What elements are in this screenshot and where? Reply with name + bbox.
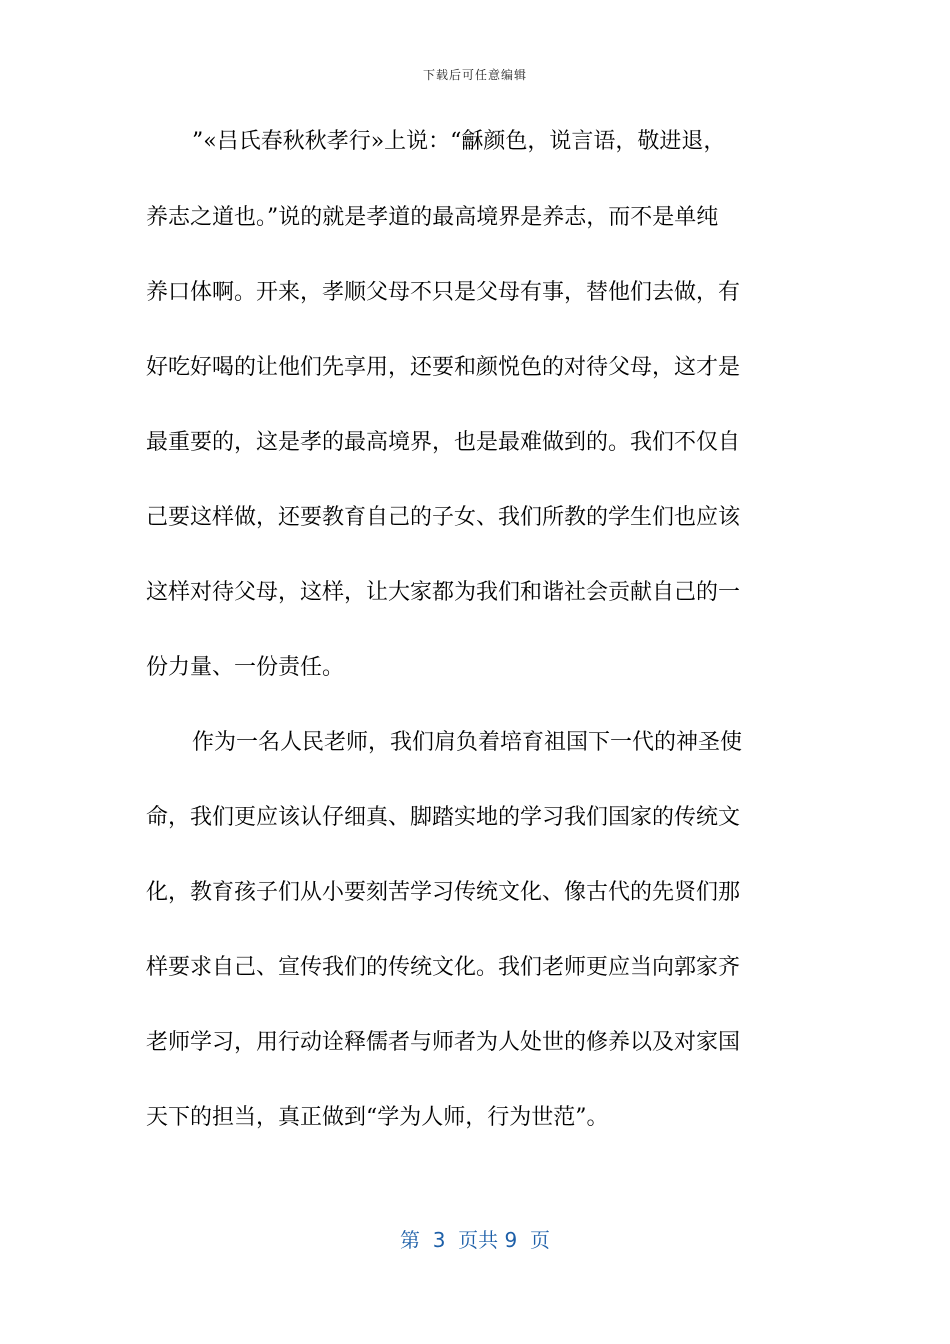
paragraph-2-line-6: 天下的担当，真正做到“学为人师，行为世范”。 — [146, 1105, 609, 1130]
paragraph-1-line-2: 养志之道也。”说的就是孝道的最高境界是养志，而不是单纯 — [146, 205, 719, 230]
paragraph-2-line-2: 命，我们更应该认仔细真、脚踏实地的学习我们国家的传统文 — [146, 805, 741, 830]
page-number-footer: 第 3 页共 9 页 — [400, 1228, 550, 1252]
paragraph-1-line-3: 养口体啊。开来，孝顺父母不只是父母有事，替他们去做，有 — [146, 280, 741, 305]
paragraph-1-line-5: 最重要的，这是孝的最高境界，也是最难做到的。我们不仅自 — [146, 430, 741, 455]
paragraph-1-line-4: 好吃好喝的让他们先享用，还要和颜悦色的对待父母，这才是 — [146, 355, 741, 380]
page-header: 下载后可任意编辑 — [422, 68, 527, 82]
paragraph-1-line-7: 这样对待父母，这样，让大家都为我们和谐社会贡献自己的一 — [146, 580, 741, 605]
paragraph-2-line-3: 化，教育孩子们从小要刻苦学习传统文化、像古代的先贤们那 — [146, 880, 741, 905]
paragraph-1-line-6: 己要这样做，还要教育自己的子女、我们所教的学生们也应该 — [146, 505, 741, 530]
paragraph-1-line-8: 份力量、一份责任。 — [146, 655, 345, 680]
paragraph-1-line-1: ”«吕氏春秋秋孝行»上说：“龢颜色，说言语，敬进退， — [192, 129, 726, 154]
paragraph-2-line-1: 作为一名人民老师，我们肩负着培育祖国下一代的神圣使 — [192, 730, 743, 755]
paragraph-2-line-5: 老师学习，用行动诠释儒者与师者为人处世的修养以及对家国 — [146, 1030, 741, 1055]
paragraph-2-line-4: 样要求自己、宣传我们的传统文化。我们老师更应当向郭家齐 — [146, 955, 741, 980]
